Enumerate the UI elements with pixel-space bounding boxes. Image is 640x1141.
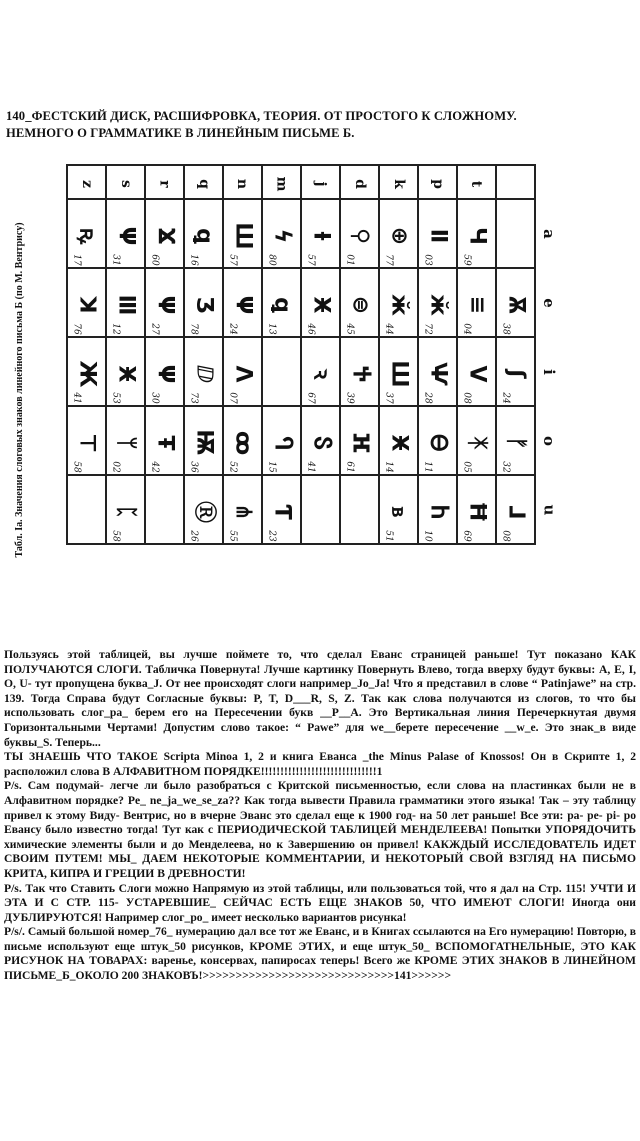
sign-number: 17 xyxy=(71,254,82,266)
linear-b-sign: Ʌ xyxy=(230,364,256,383)
syllable-cell xyxy=(67,199,106,268)
consonant-header-cell xyxy=(301,165,340,199)
sign-number: 60 xyxy=(149,254,160,266)
linear-b-sign: Ч xyxy=(464,226,490,245)
syllable-row xyxy=(67,337,562,406)
syllable-cell xyxy=(145,475,184,544)
sign-number: 61 xyxy=(344,461,355,473)
syllable-cell xyxy=(496,475,535,544)
sign-number: 39 xyxy=(344,392,355,404)
syllable-cell xyxy=(379,475,418,544)
consonant-label: d xyxy=(351,178,368,189)
sign-number: 36 xyxy=(188,461,199,473)
syllable-cell xyxy=(496,199,535,268)
sign-number: 37 xyxy=(383,392,394,404)
paragraph-5: P/s/. Самый большой номер_76_ нумерацию дал все тот же Еванс, и в Книгах ссылаются на Его нумерацию! Повторю, в письме используют еще штук_50 рисунков, КРОМЕ ЭТИХ, и еще штук_50_ ВСПОМОГАТНЕЛЬНЫЕ, ЭТО КАК РИСУНОК НА ТОВАРАХ: варенье, консервах, папиросах теперь! Всего же КРОМЕ ЭТИХ ЗНАКОВ В ЛИНЕЙНОМ ПИСЬМЕ_Б_ОКОЛО 200 ЗНАКОВЪ!>>>>>>>>>>>>>>>>>>>>>>>>>>>>>141>>>>>> xyxy=(4,925,636,983)
sign-number: 16 xyxy=(188,254,199,266)
vowel-label: a xyxy=(539,229,558,239)
sign-number: 30 xyxy=(149,392,160,404)
syllable-cell xyxy=(496,406,535,475)
sign-number: 78 xyxy=(188,323,199,335)
vowel-label-cell xyxy=(535,475,562,544)
consonant-label: n xyxy=(234,178,251,189)
paragraph-3: P/s. Сам подумай- легче ли было разобраться с Критской письменностью, если слова на пластинках были не в Алфавитном порядке? Pe_ ne_ja_we_se_za?? Как тогда вывести Правила грамматики этого языка! Так – эту таблицу привел к этому Виду- Вентрис, но в вчерне Эванс это сделал еще к 1900 год- на 50 лет раньше! Все эти: pa- pe- pi- po Евансу было известно тогда! Тут как с ПЕРИОДИЧЕСКОЙ ТАБЛИЦЕЙ МЕНДЕЛЕЕВА! Попытки УПОРЯДОЧИТЬ химические элементы были и до Менделеева, но к Завершению он привел! КАКЖДЫЙ ИССЛЕДОВАТЕЛЬ ИДЕТ СВОИМ ПУТЕМ! МЫ_ ДАЕМ НЕКОТОРЫЕ КОММЕНТАРИИ, И НЕКОТОРЫЙ СВОЙ ВЗГЛЯД НА ПИСЬМО КРИТА, КИПРА И ГРЕЦИИ В ДРЕВНОСТИ! xyxy=(4,779,636,880)
syllable-cell xyxy=(223,337,262,406)
sign-number: 42 xyxy=(149,461,160,473)
syllable-row xyxy=(67,199,562,268)
sign-number: 55 xyxy=(227,530,238,542)
sign-number: 46 xyxy=(305,323,316,335)
consonant-header-cell xyxy=(340,165,379,199)
title-line-2: НЕМНОГО О ГРАММАТИКЕ В ЛИНЕЙНЫМ ПИСЬМЕ Б. xyxy=(6,126,355,140)
sign-number: 77 xyxy=(383,254,394,266)
syllable-cell xyxy=(106,475,145,544)
paragraph-1: Пользуясь этой таблицей, вы лучше поймете то, что сделал Еванс страницей раньше! Тут показано КАК ПОЛУЧАЮТСЯ СЛОГИ. Табличка Повернута! Лучше картинку Повернуть Влево, тогда вверху будут буквы: A, E, I, O, U- тут пропущена буква_J. От нее происходят слоги например_Jo_Ja! Что я представил в слове “ Patinjawe” на стр. 139. Тогда Справа будут Согласные буквы: P, T, D___R, S, Z. Так как слова получаются из слогов, то что бы использовать слог_pa_ берем его на Пересечении букв __P__A. Это Вертикальная линия Перечеркнутая двумя Горизонтальными Чертами! Допустим слово такое: “ Pawe” для we__берете пересечение __w_e. Это знак_в виде буквы_S. Теперь... xyxy=(4,648,636,749)
syllable-cell xyxy=(184,475,223,544)
linear-b-sign: Ѫ xyxy=(503,295,529,314)
sign-number: 23 xyxy=(266,530,277,542)
linear-b-sign: Ж xyxy=(74,360,100,387)
linear-b-sign: ӂ xyxy=(425,293,451,316)
linear-b-sign: Ⅱ xyxy=(425,228,451,243)
title-line-1: 140_ФЕСТСКИЙ ДИСК, РАСШИФРОВКА, ТЕОРИЯ. ОТ ПРОСТОГО К СЛОЖНОМУ. xyxy=(6,109,517,123)
consonant-header-cell xyxy=(496,165,535,199)
consonant-label: s xyxy=(117,179,134,188)
sign-number: 08 xyxy=(500,530,511,542)
syllable-cell xyxy=(496,337,535,406)
syllable-cell xyxy=(301,406,340,475)
sign-number: 13 xyxy=(266,323,277,335)
linear-b-syllabary-table xyxy=(66,164,562,545)
linear-b-sign: ᏼ xyxy=(386,506,412,517)
syllable-cell xyxy=(379,268,418,337)
sign-number: 15 xyxy=(266,461,277,473)
syllable-cell xyxy=(379,199,418,268)
sign-number: 31 xyxy=(110,254,121,266)
sign-number: 44 xyxy=(383,323,394,335)
linear-b-sign: Ɨ xyxy=(308,231,334,240)
linear-b-sign: Ⴝ xyxy=(308,435,334,450)
sign-number: 67 xyxy=(305,392,316,404)
vowel-label: e xyxy=(539,298,558,308)
syllable-row xyxy=(67,475,562,544)
sign-number: 01 xyxy=(344,254,355,266)
linear-b-sign: Ⴄ xyxy=(269,435,295,450)
linear-b-sign: ꚙ xyxy=(230,430,256,455)
syllable-cell xyxy=(301,337,340,406)
linear-b-sign: ꝗ xyxy=(191,227,217,244)
sign-number: 27 xyxy=(149,323,160,335)
syllable-cell xyxy=(379,406,418,475)
syllable-cell xyxy=(106,199,145,268)
sign-number: 02 xyxy=(110,461,121,473)
linear-b-sign: ᛈ xyxy=(113,504,139,519)
sign-number: 52 xyxy=(227,461,238,473)
consonant-header-cell xyxy=(145,165,184,199)
consonant-header-cell xyxy=(262,165,301,199)
syllable-cell xyxy=(67,475,106,544)
syllable-cell xyxy=(340,199,379,268)
linear-b-sign: Ψ xyxy=(113,226,139,245)
syllable-cell xyxy=(145,406,184,475)
paragraph-4: P/s. Так что Ставить Слоги можно Напрямую из этой таблицы, или пользоваться той, что я дал на Стр. 115! УЧТИ И ЭТА И С СТР. 115- УСТАРЕВШИЕ_ СЕЙЧАС ЕСТЬ ЕЩЕ ЗНАКОВ 50, ЧТО ИМЕЮТ СЛОГИ! Иногда они ДУБЛИРУЮТСЯ! Например слог_ро_ имеет несколько вариантов рисунка! xyxy=(4,881,636,924)
syllable-cell xyxy=(106,337,145,406)
syllable-cell xyxy=(184,337,223,406)
consonant-label: t xyxy=(468,180,485,187)
syllable-cell xyxy=(457,406,496,475)
linear-b-sign: Ш xyxy=(230,221,256,250)
syllable-cell xyxy=(379,337,418,406)
paragraph-2: ТЫ ЗНАЕШЬ ЧТО ТАКОЕ Scripta Minoa 1, 2 и книга Еванса _the Minus Palase of Knossos! Он в Скрипте 1, 2 расположил слова В АЛФАВИТНОМ ПОРЯДКЕ!!!!!!!!!!!!!!!!!!!!!!!!!!!!!!1 xyxy=(4,750,636,778)
syllable-cell xyxy=(262,268,301,337)
syllable-cell xyxy=(418,337,457,406)
vowel-label-cell xyxy=(535,199,562,268)
linear-b-sign: Ψ xyxy=(152,295,178,314)
linear-b-sign: ᛘ xyxy=(113,435,139,450)
sign-number: 26 xyxy=(188,530,199,542)
vowel-label-cell xyxy=(535,337,562,406)
sign-number: 59 xyxy=(461,254,472,266)
linear-b-sign: Ϫ xyxy=(152,226,178,245)
sign-number: 38 xyxy=(500,323,511,335)
corner-cell xyxy=(535,165,562,199)
syllable-cell xyxy=(262,337,301,406)
sign-number: 08 xyxy=(461,392,472,404)
sign-number: 51 xyxy=(383,530,394,542)
sign-number: 80 xyxy=(266,254,277,266)
sign-number: 73 xyxy=(188,392,199,404)
linear-b-sign: ⊤ xyxy=(74,432,100,453)
syllable-cell xyxy=(106,406,145,475)
sign-number: 41 xyxy=(71,392,82,404)
linear-b-sign: Ħ xyxy=(464,500,490,523)
sign-number: 14 xyxy=(383,461,394,473)
consonant-label: z xyxy=(78,179,95,188)
sign-number: 28 xyxy=(422,392,433,404)
syllable-cell xyxy=(106,268,145,337)
syllable-cell xyxy=(457,475,496,544)
syllable-cell xyxy=(145,199,184,268)
linear-b-sign: ϟ xyxy=(269,228,295,243)
sign-number: 05 xyxy=(461,461,472,473)
sign-number: 12 xyxy=(110,323,121,335)
syllable-cell xyxy=(223,199,262,268)
linear-b-sign: Ⴙ xyxy=(425,504,451,519)
syllable-cell xyxy=(262,475,301,544)
sign-number: 24 xyxy=(500,392,511,404)
linear-b-sign: ᚠ xyxy=(503,435,529,450)
sign-number: 58 xyxy=(110,530,121,542)
syllable-cell xyxy=(145,268,184,337)
syllable-cell xyxy=(223,406,262,475)
syllable-cell xyxy=(418,199,457,268)
sign-number: 11 xyxy=(422,461,433,473)
consonant-label: q xyxy=(195,178,212,189)
syllable-row xyxy=(67,406,562,475)
vowel-label: o xyxy=(539,435,558,447)
syllable-cell xyxy=(262,406,301,475)
syllable-cell xyxy=(301,199,340,268)
vowel-label-cell xyxy=(535,406,562,475)
linear-b-sign: ꓘ xyxy=(74,295,100,314)
syllable-cell xyxy=(340,475,379,544)
syllable-cell xyxy=(223,475,262,544)
sign-number: 24 xyxy=(227,323,238,335)
linear-b-sign: ꝗ xyxy=(269,296,295,313)
linear-b-sign: ᛡ xyxy=(464,435,490,450)
linear-b-sign: ⋔ xyxy=(230,502,256,521)
sign-number: 45 xyxy=(344,323,355,335)
sign-number: 10 xyxy=(422,530,433,542)
syllable-cell xyxy=(67,268,106,337)
syllable-cell xyxy=(496,268,535,337)
vowel-label: i xyxy=(539,369,558,375)
consonant-label: r xyxy=(156,179,173,188)
consonant-header-cell xyxy=(379,165,418,199)
syllable-cell xyxy=(262,199,301,268)
article-body xyxy=(4,648,636,984)
linear-b-sign: Ӿ xyxy=(386,434,412,451)
linear-b-sign: ꝶ xyxy=(74,227,100,244)
syllable-cell xyxy=(418,268,457,337)
syllable-cell xyxy=(301,475,340,544)
linear-b-sign: Ⅲ xyxy=(113,294,139,315)
sign-number: 32 xyxy=(500,461,511,473)
linear-b-sign: ʃ xyxy=(503,368,529,379)
sign-number: 57 xyxy=(227,254,238,266)
consonant-header-cell xyxy=(67,165,106,199)
consonant-label: j xyxy=(312,180,329,187)
syllable-cell xyxy=(457,337,496,406)
linear-b-sign: Ⴕ xyxy=(347,365,373,382)
sign-number: 41 xyxy=(305,461,316,473)
syllable-cell xyxy=(418,475,457,544)
vowel-label: u xyxy=(540,504,558,516)
sign-number: 53 xyxy=(110,392,121,404)
linear-b-sign: ⊜ xyxy=(347,295,373,314)
sign-number: 57 xyxy=(305,254,316,266)
sign-number: 69 xyxy=(461,530,472,542)
linear-b-sign: Ӿ xyxy=(308,296,334,313)
consonant-header-cell xyxy=(457,165,496,199)
linear-b-sign: ≡ xyxy=(464,295,490,314)
consonant-label: k xyxy=(390,178,407,189)
consonant-label: m xyxy=(273,176,290,191)
linear-b-sign: ⅃ xyxy=(503,504,529,519)
syllable-cell xyxy=(340,337,379,406)
linear-b-sign: ⊕ xyxy=(386,226,412,245)
linear-b-sign: Ӿ xyxy=(113,365,139,382)
vowel-label-cell xyxy=(535,268,562,337)
sign-number: 76 xyxy=(71,323,82,335)
linear-b-sign: Ψ xyxy=(152,364,178,383)
linear-b-sign: Ш xyxy=(386,359,412,388)
linear-b-sign: ⚲ xyxy=(347,227,373,244)
linear-b-sign: ⴼ xyxy=(347,431,373,454)
linear-b-sign: Ⅴ xyxy=(464,364,490,383)
consonant-label: p xyxy=(429,178,446,189)
sign-number: 58 xyxy=(71,461,82,473)
syllable-cell xyxy=(301,268,340,337)
syllable-cell xyxy=(340,406,379,475)
consonant-header-row xyxy=(67,165,562,199)
syllable-cell xyxy=(418,406,457,475)
table-side-caption: Табл. Iа. Значения слоговых знаков линейного письма Б (по М. Вентрису) xyxy=(14,222,25,558)
sign-number: 03 xyxy=(422,254,433,266)
syllable-cell xyxy=(184,268,223,337)
syllable-cell xyxy=(67,337,106,406)
sign-number: 04 xyxy=(461,323,472,335)
syllable-cell xyxy=(145,337,184,406)
syllable-cell xyxy=(457,199,496,268)
consonant-header-cell xyxy=(106,165,145,199)
linear-b-sign: ӂ xyxy=(386,293,412,316)
page-title xyxy=(6,108,636,142)
syllable-cell xyxy=(67,406,106,475)
linear-b-sign: Ŧ xyxy=(152,434,178,450)
syllable-cell xyxy=(340,268,379,337)
consonant-header-cell xyxy=(184,165,223,199)
linear-b-sign: Ӡ xyxy=(191,296,217,313)
linear-b-sign: Ѱ xyxy=(425,361,451,386)
consonant-header-cell xyxy=(223,165,262,199)
syllable-cell xyxy=(184,199,223,268)
linear-b-sign: Ꮎ xyxy=(425,433,451,452)
linear-b-sign: Ѭ xyxy=(191,428,217,457)
consonant-header-cell xyxy=(418,165,457,199)
syllable-cell xyxy=(223,268,262,337)
syllable-cell xyxy=(184,406,223,475)
linear-b-sign: Ⓡ xyxy=(191,500,217,523)
linear-b-sign: Ƭ xyxy=(269,503,295,520)
sign-number: 72 xyxy=(422,323,433,335)
syllable-cell xyxy=(457,268,496,337)
syllable-row xyxy=(67,268,562,337)
linear-b-sign: Ψ xyxy=(230,295,256,314)
linear-b-sign: ⅅ xyxy=(191,364,217,383)
linear-b-sign: ꝛ xyxy=(308,368,334,379)
sign-number: 07 xyxy=(227,392,238,404)
